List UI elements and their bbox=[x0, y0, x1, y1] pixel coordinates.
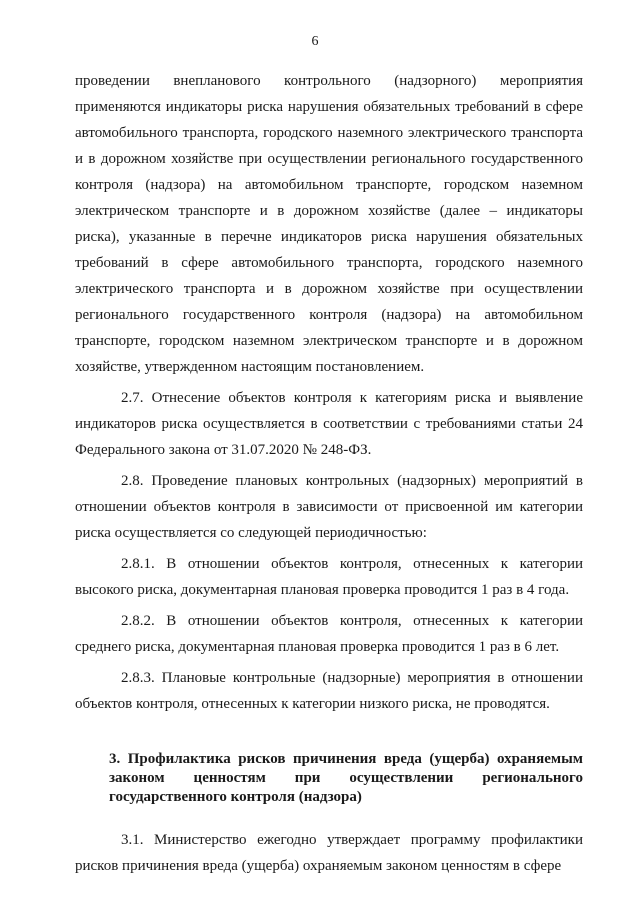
paragraph-2-8: 2.8. Проведение плановых контрольных (надзорных) мероприятий в отношении объектов контроля в зависимости от присвоенной им категории риска осуществляется со следующей периодичностью: bbox=[75, 473, 583, 541]
paragraph-3-1: 3.1. Министерство ежегодно утверждает программу профилактики рисков причинения вреда (ущерба) охраняемым законом ценностям в сфере bbox=[75, 832, 583, 874]
paragraph-2-8-2: 2.8.2. В отношении объектов контроля, отнесенных к категории среднего риска, документарная плановая проверка проводится 1 раз в 6 лет. bbox=[75, 613, 583, 655]
paragraph-continuation: проведении внепланового контрольного (надзорного) мероприятия применяются индикаторы риска нарушения обязательных требований в сфере автомобильного транспорта, городского наземного электрического транспорта и в дорожном хозяйстве при осуществлении регионального государственного контроля (надзора) на автомобильном транспорте, городском наземном электрическом транспорте и в дорожном хозяйстве (далее – индикаторы риска), указанные в перечне индикаторов риска нарушения обязательных требований в сфере автомобильного транспорта, городского наземного электрического транспорта и в дорожном хозяйстве при осуществлении регионального государственного контроля (надзора) на автомобильном транспорте, городском наземном электрическом транспорте и в дорожном хозяйстве, утвержденном настоящим постановлением. bbox=[75, 73, 583, 375]
paragraph-2-8-1: 2.8.1. В отношении объектов контроля, отнесенных к категории высокого риска, документарная плановая проверка проводится 1 раз в 4 года. bbox=[75, 556, 583, 598]
page-number: 6 bbox=[311, 34, 319, 49]
paragraph-2-8-3: 2.8.3. Плановые контрольные (надзорные) мероприятия в отношении объектов контроля, отнесенных к категории низкого риска, не проводятся. bbox=[75, 670, 583, 712]
section-heading: 3. Профилактика рисков причинения вреда (ущерба) охраняемым законом ценностям при осуществлении регионального государственного контроля (надзора) bbox=[109, 751, 583, 805]
document-body bbox=[75, 68, 583, 879]
paragraph-2-7: 2.7. Отнесение объектов контроля к категориям риска и выявление индикаторов риска осуществляется в соответствии с требованиями статьи 24 Федерального закона от 31.07.2020 № 248-ФЗ. bbox=[75, 390, 583, 458]
